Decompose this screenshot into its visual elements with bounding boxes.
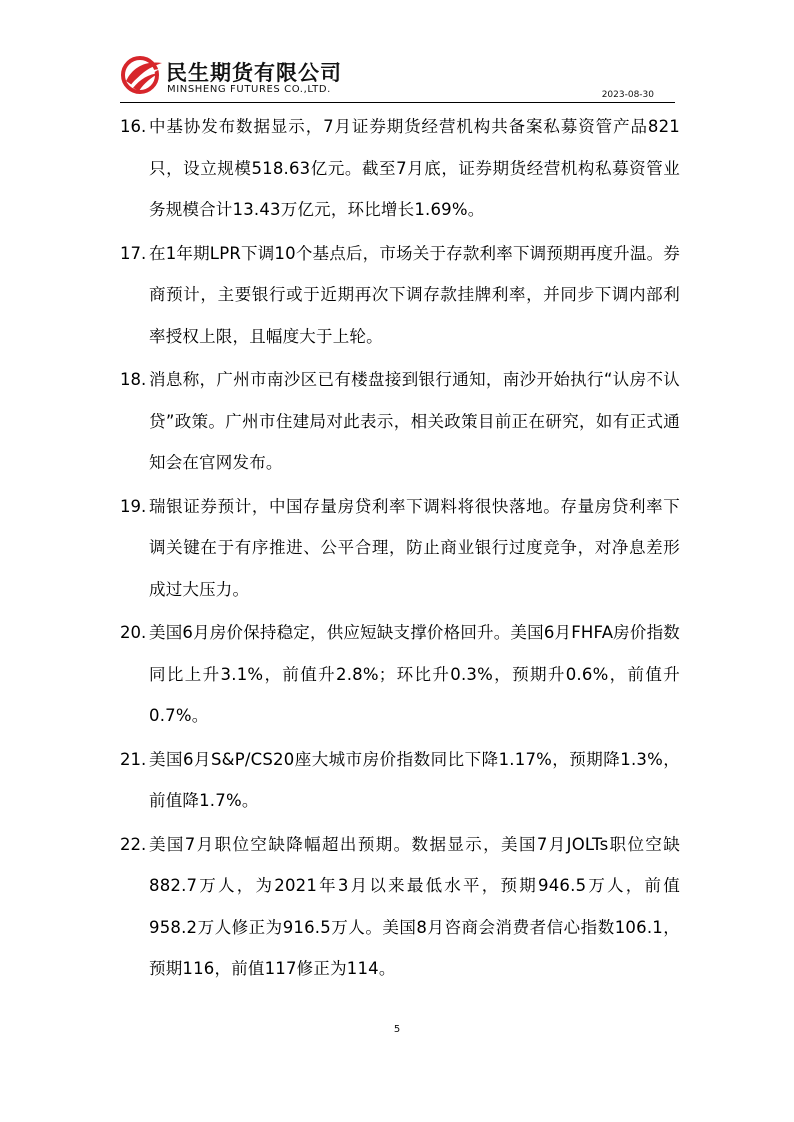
- page-header: [120, 55, 675, 103]
- item-text: 美国7月职位空缺降幅超出预期。数据显示，美国7月JOLTs职位空缺882.7万人，为2021年3月以来最低水平，预期946.5万人，前值958.2万人修正为916.5万人。美国8月咨商会消费者信心指数106.1，预期116，前值117修正为114。: [149, 834, 680, 978]
- news-item: [120, 824, 680, 990]
- item-text: 中基协发布数据显示，7月证券期货经营机构共备案私募资管产品821只，设立规模518.63亿元。截至7月底，证券期货经营机构私募资管业务规模合计13.43万亿元，环比增长1.69%。: [149, 117, 680, 219]
- page-number: 5: [393, 1024, 401, 1035]
- item-number: 20.: [120, 623, 147, 642]
- news-item: [120, 612, 680, 737]
- news-item: [120, 486, 680, 611]
- company-name-en: MINSHENG FUTURES CO.,LTD.: [167, 84, 331, 95]
- minsheng-logo-icon: [120, 55, 164, 95]
- item-number: 19.: [120, 496, 147, 516]
- news-item: [120, 739, 680, 822]
- company-name-cn: 民生期货有限公司: [166, 61, 342, 85]
- item-number: 21.: [120, 749, 147, 769]
- news-item: [120, 359, 680, 484]
- item-text: 消息称，广州市南沙区已有楼盘接到银行通知，南沙开始执行“认房不认贷”政策。广州市住建局对此表示，相关政策目前正在研究，如有正式通知会在官网发布。: [149, 370, 680, 472]
- item-text: 在1年期LPR下调10个基点后，市场关于存款利率下调预期再度升温。券商预计，主要银行或于近期再次下调存款挂牌利率，并同步下调内部利率授权上限，且幅度大于上轮。: [149, 243, 680, 346]
- item-number: 18.: [120, 370, 147, 389]
- report-date: 2023-08-30: [601, 90, 654, 100]
- item-text: 瑞银证券预计，中国存量房贷利率下调料将很快落地。存量房贷利率下调关键在于有序推进、公平合理，防止商业银行过度竞争，对净息差形成过大压力。: [149, 496, 680, 599]
- news-item: [120, 106, 680, 231]
- item-number: 17.: [120, 243, 147, 263]
- item-text: 美国6月S&P/CS20座大城市房价指数同比下降1.17%，预期降1.3%，前值降1.7%。: [149, 749, 680, 810]
- item-number: 22.: [120, 834, 147, 854]
- item-text: 美国6月房价保持稳定，供应短缺支撑价格回升。美国6月FHFA房价指数同比上升3.1%，前值升2.8%；环比升0.3%，预期升0.6%，前值升0.7%。: [149, 623, 680, 725]
- item-number: 16.: [120, 117, 147, 136]
- news-item: [120, 233, 680, 358]
- news-list: [120, 106, 680, 990]
- header-divider: [120, 102, 675, 103]
